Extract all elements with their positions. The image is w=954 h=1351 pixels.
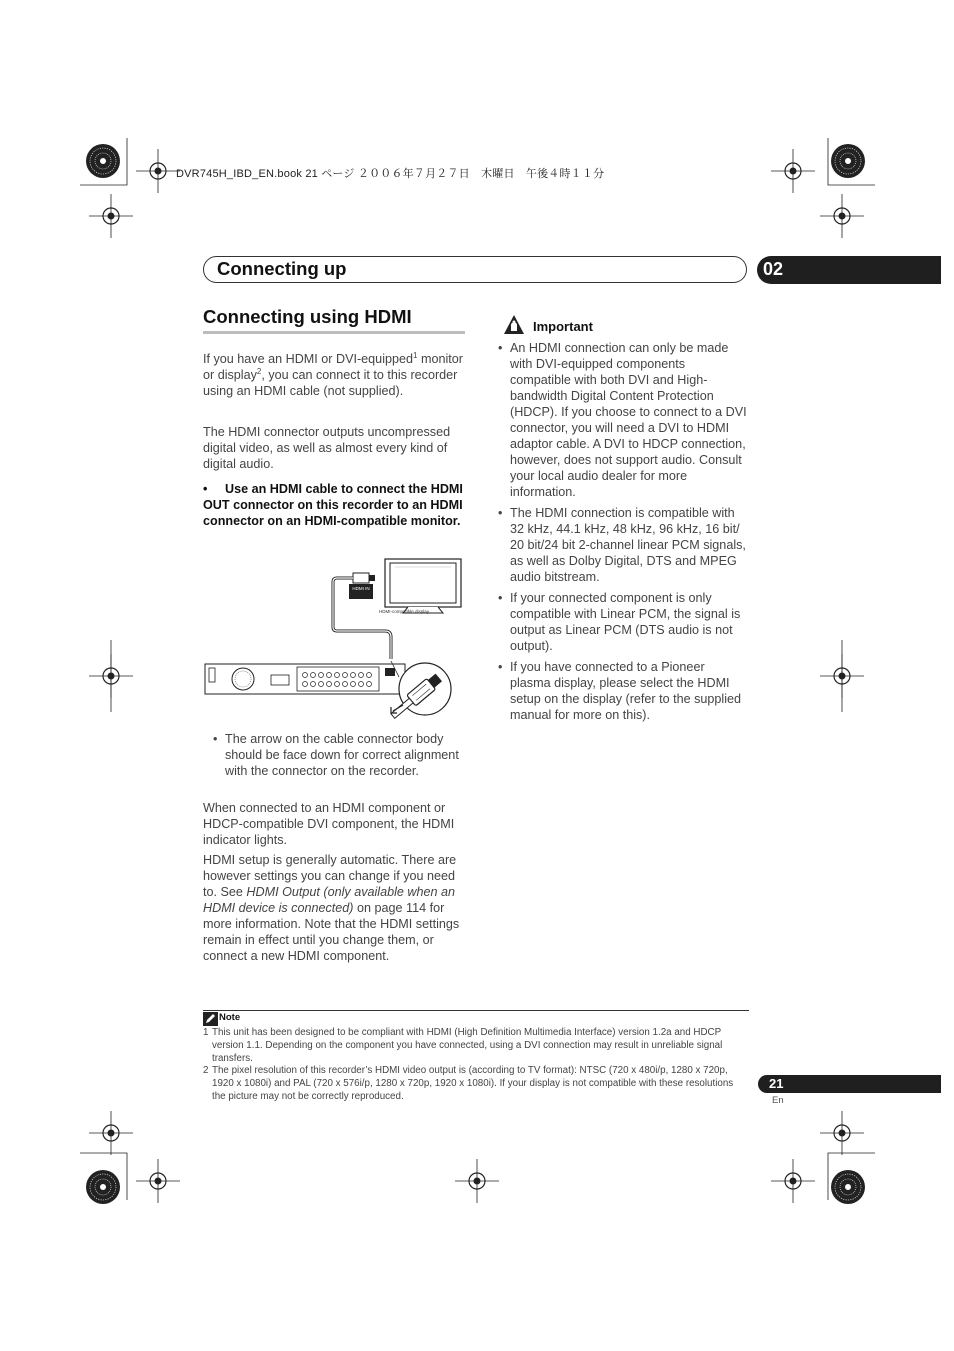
intro-paragraph: If you have an HDMI or DVI-equipped$^1$ monitor or display$^2$, you can connect it to this recorder using an HDMI cable (not supplied). bbox=[203, 350, 463, 398]
book-file-line: DVR745H_IBD_EN.book 21 ページ ２００６年７月２７日 木曜日 午後４時１１分 bbox=[176, 168, 605, 180]
bullet-dot: • bbox=[213, 732, 218, 746]
hdmi-connector-paragraph: The HDMI connector outputs uncompressed digital video, as well as almost every kind of digital audio. bbox=[203, 425, 451, 471]
important-bullet-4: • If you have connected to a Pioneer plasma display, please select the HDMI setup on the display (refer to the supplied manual for more on this). bbox=[498, 660, 742, 722]
note-rule bbox=[203, 1010, 749, 1011]
connection-step: • Use an HDMI cable to connect the HDMI OUT connector on this recorder to an HDMI connector on an HDMI-compatible monitor. bbox=[203, 482, 463, 528]
section-title: Connecting using HDMI bbox=[203, 306, 412, 327]
chapter-tab bbox=[757, 256, 941, 284]
hdmi-connection-diagram bbox=[203, 555, 463, 725]
hdmi-display-illustration bbox=[385, 559, 461, 613]
page-number: 21 bbox=[769, 1076, 784, 1091]
important-bullet-1: • An HDMI connection can only be made with DVI-equipped components compatible with both DVI and High-bandwidth Digital Content Protection (HDCP). If you choose to connect to a DVI connector, you will need a DVI to HDMI adaptor cable. A DVI to HDCP connection, however, does not support audio. Consult your local audio dealer for more information. bbox=[498, 341, 747, 499]
chapter-number: 02 bbox=[763, 259, 784, 279]
display-caption: HDMI-compatible display bbox=[379, 609, 430, 614]
note-pencil-icon bbox=[203, 1012, 218, 1026]
recorder-rear-panel bbox=[205, 664, 405, 694]
footnote-2: 2 The pixel resolution of this recorder’s HDMI video output is (according to TV format): NTSC (720 x 480i/p, 1280 x 720p, 1920 x 1080i) and PAL (720 x 576i/p, 1280 x 720p, 1920 x 1080i). If your display is not compatible with these resolutions the picture may not be correctly reproduced. bbox=[203, 1065, 734, 1102]
important-bullet-2: • The HDMI connection is compatible with 32 kHz, 44.1 kHz, 48 kHz, 96 kHz, 16 bit/ 20 bit/24 bit 2-channel linear PCM signals, as well as Dolby Digital, DTS and MPEG audio bitstream. bbox=[498, 506, 746, 584]
page-language: En bbox=[772, 1095, 784, 1106]
section-title-rule bbox=[203, 331, 465, 334]
important-title: Important bbox=[533, 319, 593, 334]
hdmi-indicator-paragraph: When connected to an HDMI component or HDCP-compatible DVI component, the HDMI indicator lights. bbox=[203, 801, 455, 847]
hdmi-setup-paragraph: HDMI setup is generally automatic. There are however settings you can change if you need to. See HDMI Output (only available when an HDMI device is connected) on page 114 for more information. Note that the HDMI settings remain in effect until you change them, or connect a new HDMI component. bbox=[203, 853, 460, 963]
header-title: Connecting up bbox=[217, 258, 347, 279]
page-number-tab bbox=[758, 1075, 941, 1093]
arrow-note-bullet: • The arrow on the cable connector body should be face down for correct alignment with the connector on the recorder. bbox=[213, 732, 459, 778]
footnote-1: 1 This unit has been designed to be compliant with HDMI (High Definition Multimedia Interface) version 1.2a and HDCP version 1.1. Depending on the component you have connected, using a DVI connection may result in unreliable signal transfers. bbox=[203, 1027, 723, 1064]
important-bullet-3: • If your connected component is only compatible with Linear PCM, the signal is output as Linear PCM (DTS audio is not output). bbox=[498, 591, 741, 653]
important-hand-icon bbox=[503, 314, 525, 336]
hdmi-in-label: HDMI IN bbox=[352, 586, 370, 591]
note-title: Note bbox=[219, 1012, 241, 1023]
